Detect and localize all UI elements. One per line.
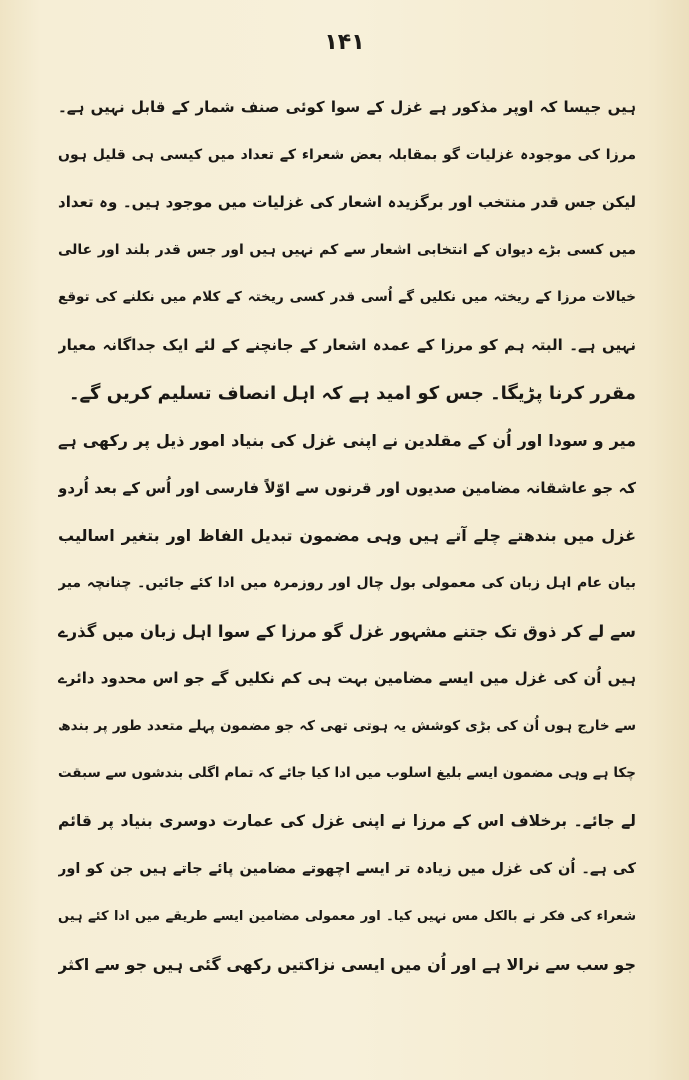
text-line: مرزا کی موجودہ غزلیات گو بمقابلہ بعض شعراء کے تعداد میں کیسی ہی قلیل ہوں	[58, 146, 636, 163]
text-line: کی ہے۔ اُن کی غزل میں زیادہ تر ایسے اچھوتے مضامین پائے جاتے ہیں جن کو اور	[58, 860, 636, 877]
text-line: نہیں ہے۔ البتہ ہم کو مرزا کے عمدہ اشعار کے جانچنے کے لئے ایک جداگانہ معیار	[58, 335, 636, 354]
text-line: جو سب سے نرالا ہے اور اُن میں ایسی نزاکتیں رکھی گئی ہیں جو سے اکثر	[58, 954, 636, 974]
text-line: لیکن جس قدر منتخب اور برگزیدہ اشعار کی غزلیات میں موجود ہیں۔ وہ تعداد	[58, 193, 636, 212]
text-line: شعراء کی فکر نے بالکل مس نہیں کیا۔ اور معمولی مضامین ایسے طریقے میں ادا کئے ہیں	[58, 909, 636, 925]
text-line: غزل میں بندھتے چلے آتے ہیں وہی مضمون تبدیل الفاظ اور بتغیر اسالیب	[58, 526, 636, 546]
text-line: سے خارج ہوں اُن کی بڑی کوشش یہ ہوتی تھی کہ جو مضمون پہلے متعدد طور پر بندھ	[58, 717, 636, 734]
text-line: ہیں اُن کی غزل میں ایسے مضامین بہت ہی کم نکلیں گے جو اس محدود دائرے	[58, 669, 636, 688]
page-body-text	[58, 84, 636, 988]
text-line: میر و سودا اور اُن کے مقلدین نے اپنی غزل کی بنیاد امور ذیل پر رکھی ہے	[58, 431, 636, 451]
text-line: بیان عام اہل زبان کی معمولی بول چال اور روزمرہ میں ادا کئے جائیں۔ چنانچہ میر	[58, 574, 636, 591]
text-line: لے جائے۔ برخلاف اس کے مرزا نے اپنی غزل کی عمارت دوسری بنیاد پر قائم	[58, 811, 636, 830]
text-line: میں کسی بڑے دیوان کے انتخابی اشعار سے کم نہیں ہیں اور جس قدر بلند اور عالی	[58, 241, 636, 258]
text-line: خیالات مرزا کے ریختہ میں نکلیں گے اُسی قدر کسی ریختہ کے کلام میں نکلنے کی توقع	[58, 289, 636, 306]
text-line: چکا ہے وہی مضمون ایسے بلیغ اسلوب میں ادا کیا جائے کہ تمام اگلی بندشوں سے سبقت	[58, 765, 636, 782]
page-number: ۱۴۱	[324, 30, 365, 55]
text-line: کہ جو عاشقانہ مضامین صدیوں اور قرنوں سے اوّلاً فارسی اور اُس کے بعد اُردو	[58, 478, 636, 497]
text-line: مقرر کرنا پڑیگا۔ جس کو امید ہے کہ اہل انصاف تسلیم کریں گے۔	[68, 382, 636, 404]
text-line: ہیں جیسا کہ اوپر مذکور ہے غزل کے سوا کوئی صنف شمار کے قابل نہیں ہے۔	[58, 98, 636, 116]
text-line: سے لے کر ذوق تک جتنے مشہور غزل گو مرزا کے سوا اہل زبان میں گذرے	[58, 621, 636, 641]
